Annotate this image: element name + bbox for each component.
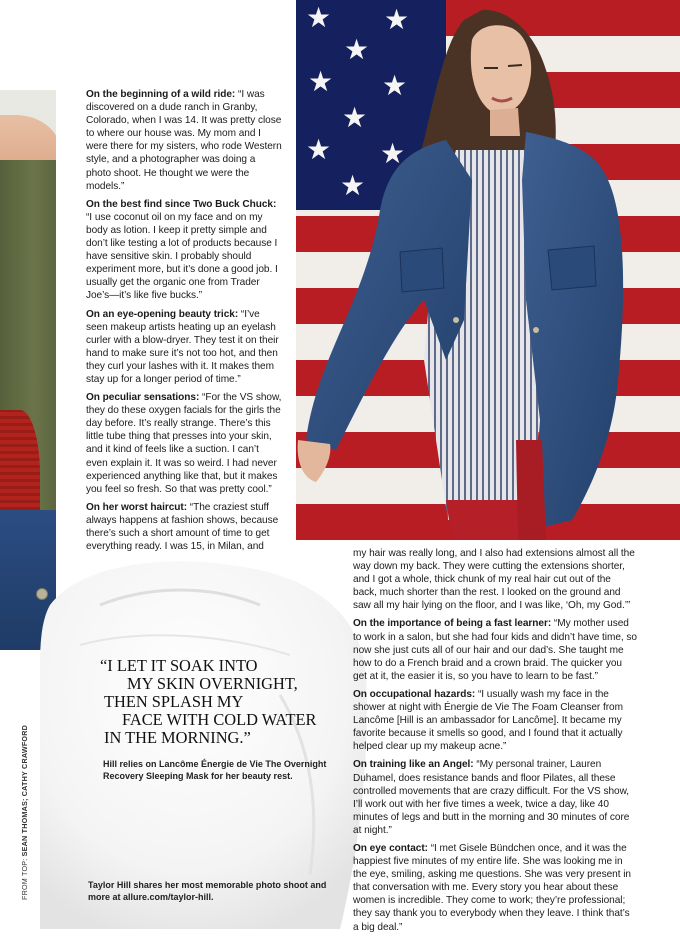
pull-quote-line: FACE WITH COLD WATER (122, 710, 317, 729)
paragraph (86, 198, 282, 303)
paragraph-lead: On eye contact: (353, 842, 428, 854)
paragraph-lead: On peculiar sensations: (86, 392, 200, 404)
paragraph-text: “For the VS show, they do these oxygen facials for the girls the day before. It’s really strange. There’s this little tube thing that presses into your skin, and it kind of feels like a suction. I can’t even explain it. It was so weird. I had never experienced anything like that, but it makes you feel so fresh. So that was pretty cool.” (86, 392, 282, 495)
pull-quote-caption: Hill relies on Lancôme Énergie de Vie The Overnight Recovery Sleeping Mask for her beauty rest. (103, 759, 327, 781)
paragraph (86, 88, 282, 193)
star-icon: ★ (306, 1, 332, 34)
star-icon: ★ (342, 101, 368, 134)
footnote-text: Taylor Hill shares her most memorable photo shoot and more at (88, 880, 327, 902)
paragraph-lead: On the best find since Two Buck Chuck: (86, 198, 277, 210)
star-icon: ★ (380, 137, 406, 170)
photo-credit-label: FROM TOP: (20, 856, 29, 900)
paragraph (353, 758, 637, 837)
paragraph-text: “I met Gisele Bündchen once, and it was the happiest five minutes of my entire life. She was looking me in the eye, smiling, asking me questions. She was very present in that conversation with me. Every story you hear about these women is incredible. They come to work; they’re professional; they say thank you to everybody when they leave. I think that’s a big deal.” (353, 842, 631, 933)
paragraph-text: “The craziest stuff always happens at fashion shows, because there’s such a short amount of time to get everything ready. I was 15, in Milan, and (86, 501, 279, 553)
pull-quote (100, 657, 330, 747)
paragraph-text: “I use coconut oil on my face and on my body as lotion. I keep it pretty simple and don’t like testing a lot of products because I have sensitive skin. I probably should experiment more, but it’s done a good job. I usually get the organic one from Trader Joe’s—it’s like five bucks.” (86, 211, 278, 302)
paragraph-text: “My personal trainer, Lauren Duhamel, does resistance bands and floor Pilates, all these controlled movements that are crazy difficult. For the VS show, I’ll work out with her five times a week, twice a day, like 40 minutes of legs and butt in the morning and 30 minutes of core at night.” (353, 759, 630, 836)
photo-credit (20, 725, 29, 900)
star-icon: ★ (306, 133, 332, 166)
pull-quote-line: THEN SPLASH MY (104, 692, 244, 711)
paragraph-text: “I’ve seen makeup artists heating up an eyelash curler with a blow-dryer. They test it on their hand to make sure it’s not too hot, and then they curl your lashes with it. It makes them stay up for a longer period of time.” (86, 308, 279, 385)
right-text-column (353, 547, 637, 939)
star-icon: ★ (340, 169, 366, 202)
model-figure (296, 0, 680, 540)
left-text-column (86, 88, 282, 558)
pull-quote-line: “I LET IT SOAK INTO (100, 656, 258, 675)
paragraph (353, 842, 637, 934)
photo-credit-names: SEAN THOMAS; CATHY CRAWFORD (20, 725, 29, 857)
main-photo-flag-portrait (296, 0, 680, 540)
paragraph-lead: On occupational hazards: (353, 688, 476, 700)
paragraph-text: “I usually wash my face in the shower at night with Énergie de Vie The Foam Cleanser from Lancôme [Hill is an ambassador for Lancôme]. It became my favorite because it smells so good, and I found that it actually helped clear up my makeup acne.” (353, 688, 623, 753)
star-icon: ★ (344, 33, 370, 66)
paragraph (86, 391, 282, 496)
paragraph (86, 501, 282, 553)
paragraph-lead: On training like an Angel: (353, 759, 474, 771)
footnote-link[interactable]: allure.com/taylor-hill. (123, 891, 214, 902)
paragraph-text: “My mother used to work in a salon, but she had four kids and didn’t have time, so now she just cuts all of our hair and our dad’s. She taught me how to do a French braid and a crown braid. The quicker you get at it, the easier it is, so you have to learn to be fast.” (353, 618, 637, 682)
paragraph-lead: On the beginning of a wild ride: (86, 89, 236, 100)
paragraph-lead: On an eye-opening beauty trick: (86, 308, 239, 320)
footnote (88, 880, 338, 903)
star-icon: ★ (382, 69, 408, 102)
paragraph (353, 688, 637, 753)
star-icon: ★ (384, 3, 410, 36)
continued-text: my hair was really long, and I also had extensions almost all the way down my back. They were cutting the extensions shorter, and I got a whole, thick chunk of my real hair cut out of the back, much shorter than the rest. I looked on the ground and saw all my hair lying on the floor, and I was like, ‘Oh, my God.’” (353, 548, 635, 612)
star-icon: ★ (308, 65, 334, 98)
paragraph-lead: On the importance of being a fast learner: (353, 618, 552, 630)
paragraph (353, 617, 637, 682)
paragraph-lead: On her worst haircut: (86, 501, 188, 513)
pull-quote-line: MY SKIN OVERNIGHT, (127, 674, 298, 693)
paragraph (86, 308, 282, 387)
pull-quote-line: IN THE MORNING.” (104, 728, 251, 747)
paragraph-text: “I was discovered on a dude ranch in Granby, Colorado, when I was 14. It was pretty close to where our house was. My mom and I were there for my sisters, who rode Western style, and a photographer was doing a photo shoot. He thought we were the models.” (86, 89, 282, 192)
